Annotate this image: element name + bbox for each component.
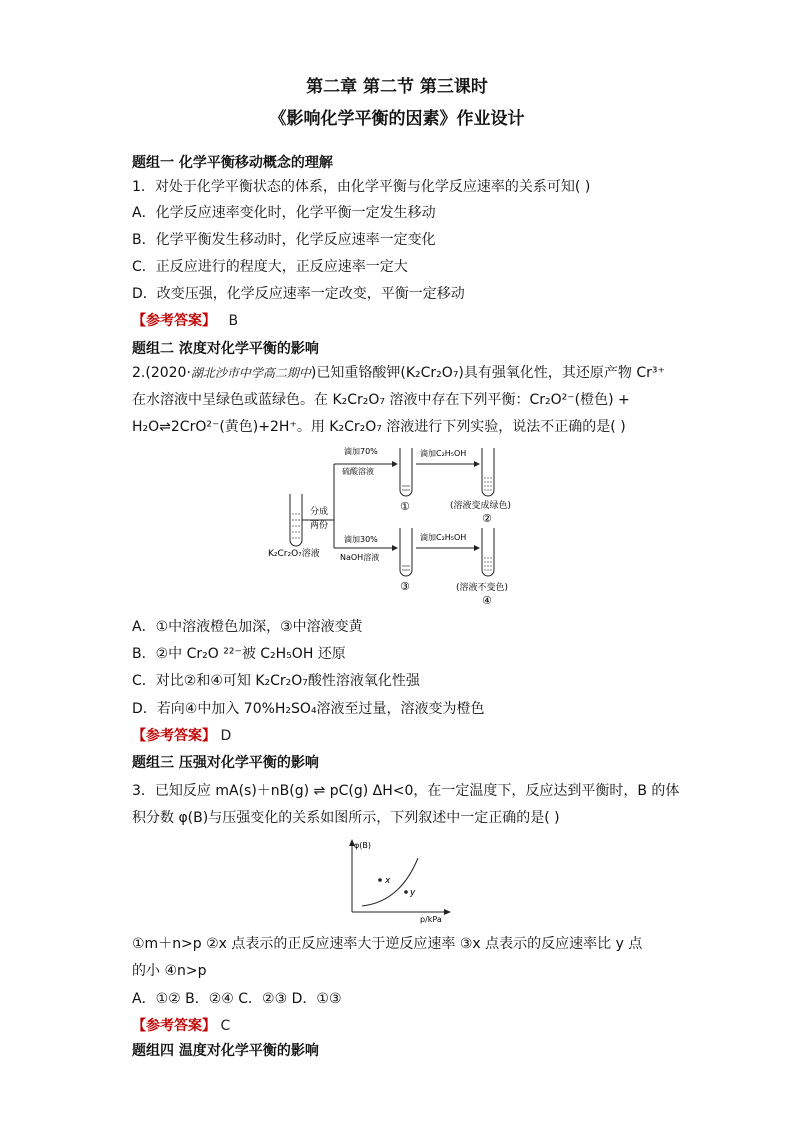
- answer-label: 【参考答案】: [132, 313, 216, 329]
- tube-2-number: ②: [482, 512, 492, 525]
- question1-stem: 1．对处于化学平衡状态的体系，由化学平衡与化学反应速率的关系可知( ): [132, 179, 591, 195]
- tube-2-note: (溶液变成绿色): [450, 501, 512, 511]
- chapter-title: 第二章 第二节 第三课时: [306, 77, 488, 97]
- q1-answer: [132, 312, 238, 330]
- group2-heading: 题组二 浓度对化学平衡的影响: [132, 341, 319, 357]
- bottom-reagent-2: NaOH溶液: [340, 553, 380, 562]
- point-x-label: x: [385, 876, 391, 886]
- point-y-label: y: [410, 888, 416, 898]
- tube-3-number: ③: [400, 580, 410, 593]
- top-reagent-2: 硫酸溶液: [342, 467, 374, 476]
- split-label-2: 两份: [310, 521, 329, 531]
- question2-line2: 在水溶液中呈绿色或蓝绿色。在 K₂Cr₂O₇ 溶液中存在下列平衡：Cr₂O²⁻(橙色) +: [132, 392, 630, 408]
- q1-option-a: A．化学反应速率变化时，化学平衡一定发生移动: [132, 205, 436, 221]
- tube-4-number: ④: [482, 594, 492, 607]
- answer-label: 【参考答案】: [132, 1018, 216, 1034]
- group4-heading: 题组四 温度对化学平衡的影响: [132, 1043, 319, 1059]
- tube-4: [482, 528, 494, 576]
- q2-stem-part: )已知重铬酸钾(K₂Cr₂O₇)具有强氧化性，其还原产物 Cr³⁺: [310, 365, 665, 381]
- q1-option-b: B．化学平衡发生移动时，化学反应速率一定变化: [132, 232, 436, 248]
- q1-option-d: D．改变压强，化学反应速率一定改变，平衡一定移动: [132, 286, 465, 302]
- q2-option-b: B．②中 Cr₂O ²²⁻被 C₂H₅OH 还原: [132, 646, 346, 662]
- q1-option-c: C．正反应进行的程度大，正反应速率一定大: [132, 259, 408, 275]
- question3-line1: 3．已知反应 mA(s)＋nB(g) ⇌ pC(g) ΔH<0，在一定温度下，反应达到平衡时，B 的体: [132, 783, 680, 799]
- point-x-marker: [378, 878, 382, 882]
- answer-value: B: [228, 313, 239, 329]
- q2-answer: [132, 727, 231, 745]
- start-tube: [290, 494, 302, 546]
- question2-line1: [132, 364, 665, 382]
- start-label: K₂Cr₂O₇溶液: [268, 549, 320, 559]
- group3-heading: 题组三 压强对化学平衡的影响: [132, 755, 319, 771]
- answer-value: C: [220, 1018, 231, 1034]
- q2-option-a: A．①中溶液橙色加深，③中溶液变黄: [132, 619, 363, 635]
- tube-4-note: (溶液不变色): [456, 583, 509, 593]
- q2-option-d: D．若向④中加入 70%H₂SO₄溶液至过量，溶液变为橙色: [132, 701, 485, 717]
- group1-heading: 题组一 化学平衡移动概念的理解: [132, 155, 333, 171]
- tube-3: [400, 528, 412, 576]
- q3-choices: A．①② B．②④ C．②③ D．①③: [132, 991, 342, 1007]
- q2-year: 2.(2020·: [132, 365, 191, 381]
- top-reagent-1: 滴加70%: [344, 447, 378, 456]
- pressure-graph: [340, 836, 460, 926]
- split-label-1: 分成: [310, 507, 329, 517]
- ethanol-top: 滴加C₂H₅OH: [420, 449, 467, 458]
- q2-option-c: C．对比②和④可知 K₂Cr₂O₇酸性溶液氧化性强: [132, 673, 420, 689]
- tube-1: [400, 448, 412, 496]
- answer-label: 【参考答案】: [132, 728, 216, 744]
- point-y-marker: [404, 890, 408, 894]
- q2-source: 湖北沙市中学高二期中: [190, 366, 311, 380]
- tube-1-number: ①: [400, 500, 410, 513]
- question3-line2: 积分数 φ(B)与压强变化的关系如图所示，下列叙述中一定正确的是( ): [132, 810, 560, 826]
- tube-2: [482, 448, 494, 496]
- bottom-reagent-1: 滴加30%: [344, 535, 378, 544]
- q3-statements-line2: 的小 ④n>p: [132, 963, 207, 979]
- graph-x-label: p/kPa: [420, 915, 442, 924]
- q3-statements-line1: ①m＋n>p ②x 点表示的正反应速率大于逆反应速率 ③x 点表示的反应速率比 y 点: [132, 936, 643, 952]
- q3-answer: [132, 1017, 230, 1035]
- answer-value: D: [220, 728, 232, 744]
- experiment-diagram: [262, 442, 532, 612]
- graph-y-label: φ(B): [354, 841, 372, 850]
- assignment-title: 《影响化学平衡的因素》作业设计: [269, 109, 525, 129]
- question2-line3: H₂O⇌2CrO²⁻(黄色)+2H⁺。用 K₂Cr₂O₇ 溶液进行下列实验，说法不正确的是( ): [132, 419, 626, 435]
- ethanol-bottom: 滴加C₂H₅OH: [420, 533, 467, 542]
